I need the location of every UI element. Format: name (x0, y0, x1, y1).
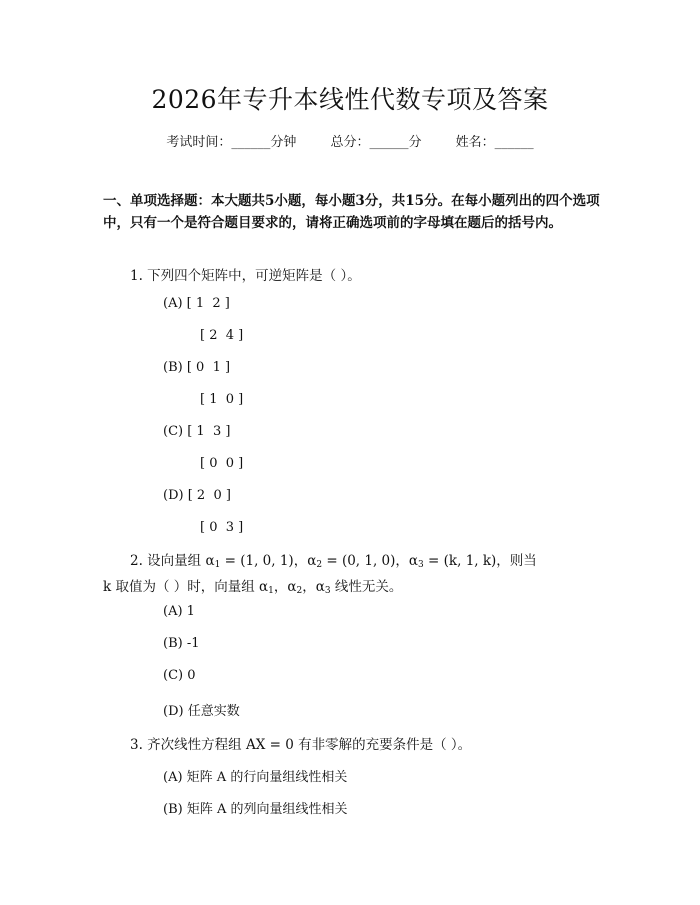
q3-option-b: (B) 矩阵 A 的列向量组线性相关 (163, 802, 348, 817)
q2-sub-5: 2 (296, 586, 303, 596)
q1-option-d-row2: [ 0 3 ] (200, 520, 244, 535)
q2-sub-4: 1 (268, 586, 274, 596)
q2-option-a: (A) 1 (163, 604, 195, 619)
q1-option-a-row2: [ 2 4 ] (200, 328, 244, 343)
q2-text-1: 2. 设向量组 α (130, 553, 215, 569)
q2-option-d: (D) 任意实数 (163, 704, 240, 719)
q3-option-a: (A) 矩阵 A 的行向量组线性相关 (163, 770, 348, 785)
q2-sub-3: 3 (418, 560, 424, 570)
q1-option-c-row2: [ 0 0 ] (200, 456, 244, 471)
q1-option-a-row1: (A) [ 1 2 ] (163, 296, 230, 311)
q2-text-8: 线性无关。 (330, 579, 403, 595)
q1-option-c-row1: (C) [ 1 3 ] (163, 424, 231, 439)
q1-option-d-row1: (D) [ 2 0 ] (163, 488, 231, 503)
exam-meta (0, 131, 700, 150)
question-1-stem: 1. 下列四个矩阵中，可逆矩阵是（ ）。 (130, 268, 361, 284)
q2-text-4: = (k, 1, k)，则当 (423, 553, 537, 569)
q2-sub-1: 1 (214, 560, 221, 570)
q2-option-b: (B) -1 (163, 636, 200, 651)
q2-line-2 (103, 576, 600, 602)
q2-text-7: ，α (302, 579, 325, 595)
name-field: 姓名：______ (455, 135, 534, 150)
question-2-stem (103, 550, 600, 602)
q2-text-3: = (0, 1, 0)，α (322, 553, 419, 569)
q2-text-5: k 取值为（ ）时，向量组 α (103, 579, 269, 595)
total-score-field: 总分：______分 (330, 135, 422, 150)
q1-option-b-row1: (B) [ 0 1 ] (163, 360, 231, 375)
q2-text-6: ，α (273, 579, 297, 595)
q2-option-c: (C) 0 (163, 668, 196, 683)
page-title: 2026年专升本线性代数专项及答案 (151, 85, 549, 114)
q2-text-2: = (1, 0, 1)，α (220, 553, 317, 569)
q2-sub-6: 3 (324, 586, 331, 596)
q2-sub-2: 2 (316, 560, 323, 570)
exam-time-field: 考试时间：______分钟 (166, 135, 297, 150)
question-3-stem: 3. 齐次线性方程组 AX = 0 有非零解的充要条件是（ ）。 (130, 737, 472, 753)
section-heading: 一、单项选择题：本大题共5小题，每小题3分，共15分。在每小题列出的四个选项中，只有一个是符合题目要求的，请将正确选项前的字母填在题后的括号内。 (103, 193, 600, 231)
q1-option-b-row2: [ 1 0 ] (200, 392, 244, 407)
